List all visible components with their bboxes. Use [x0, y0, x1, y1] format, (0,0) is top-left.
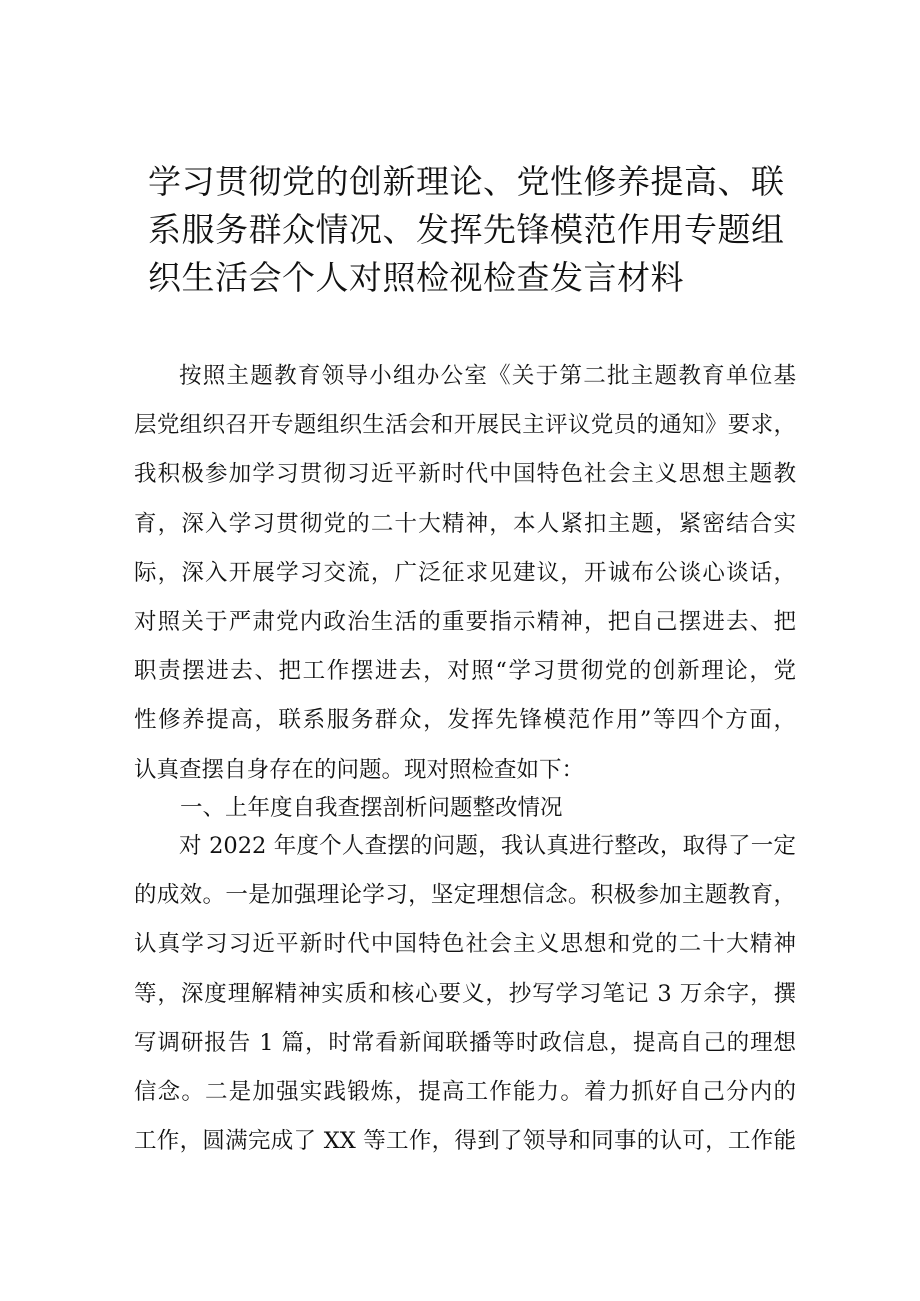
paragraph-line: 按照主题教育领导小组办公室《关于第二批主题教育单位基: [179, 363, 796, 389]
title-line: 织生活会个人对照检视检查发言材料: [148, 258, 684, 297]
paragraph-line: 对照关于严肃党内政治生活的重要指示精神，把自己摆进去、把: [134, 608, 796, 635]
paragraph-line: 层党组织召开专题组织生活会和开展民主评议党员的通知》要求，: [134, 412, 796, 439]
paragraph-line: 我积极参加学习贯彻习近平新时代中国特色社会主义思想主题教: [134, 461, 796, 488]
paragraph-line: 的成效。一是加强理论学习，坚定理想信念。积极参加主题教育，: [134, 882, 796, 909]
paragraph-line: 对 2022 年度个人查摆的问题，我认真进行整改，取得了一定: [179, 833, 796, 859]
paragraph-line: 等，深度理解精神实质和核心要义，抄写学习笔记 3 万余字，撰: [134, 980, 796, 1007]
paragraph-line: 认真学习习近平新时代中国特色社会主义思想和党的二十大精神: [134, 931, 796, 958]
title-line: 系服务群众情况、发挥先锋模范作用专题组: [148, 210, 785, 249]
paragraph-line: 性修养提高，联系服务群众，发挥先锋模范作用”等四个方面，: [134, 707, 796, 734]
paragraph-line: 职责摆进去、把工作摆进去，对照“学习贯彻党的创新理论，党: [134, 658, 796, 685]
paragraph-line: 育，深入学习贯彻党的二十大精神，本人紧扣主题，紧密结合实: [134, 510, 796, 537]
paragraph-line: 信念。二是加强实践锻炼，提高工作能力。着力抓好自己分内的: [134, 1078, 796, 1105]
document-title: [148, 158, 808, 302]
paragraph-line: 工作，圆满完成了 XX 等工作，得到了领导和同事的认可，工作能: [134, 1128, 796, 1155]
section-heading: 一、上年度自我查摆剖析问题整改情况: [180, 795, 563, 821]
title-line: 学习贯彻党的创新理论、党性修养提高、联: [148, 162, 785, 201]
paragraph-line: 写调研报告 1 篇，时常看新闻联播等时政信息，提高自己的理想: [134, 1029, 796, 1056]
intro-paragraph: [134, 352, 796, 795]
paragraph-line: 认真查摆自身存在的问题。现对照检查如下：: [134, 756, 585, 783]
section1-paragraph: [134, 822, 796, 1166]
paragraph-line: 际，深入开展学习交流，广泛征求见建议，开诚布公谈心谈话，: [134, 559, 796, 586]
